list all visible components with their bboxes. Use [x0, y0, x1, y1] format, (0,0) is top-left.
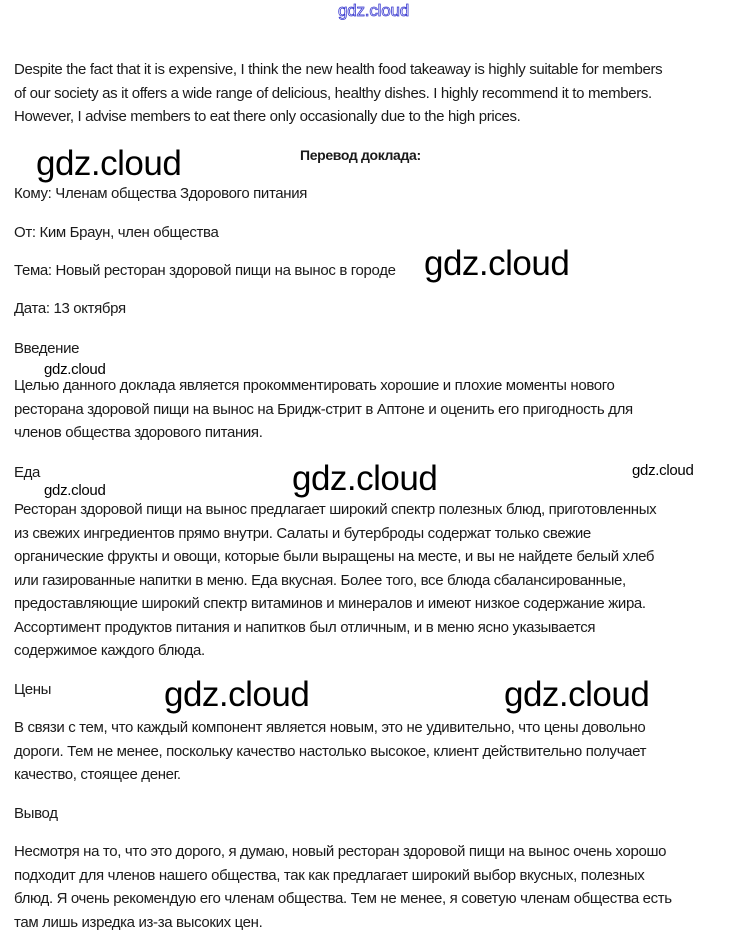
section-body-intro: [14, 374, 744, 445]
text-line: Ассортимент продуктов питания и напитков был отличным, и в меню ясно указывается: [14, 618, 596, 636]
text-line: В связи с тем, что каждый компонент является новым, это не удивительно, что цены довольно: [14, 719, 646, 736]
section-heading-food: Еда: [14, 464, 41, 481]
text-line: However, I advise members to eat there only occasionally due to the high prices.: [14, 108, 521, 125]
memo-to: Кому: Членам общества Здорового питания: [14, 185, 308, 202]
section-heading-prices: Цены: [14, 681, 52, 698]
section-heading-intro: Введение: [14, 340, 80, 357]
text-line: там лишь изредка из-за высоких цен.: [14, 913, 263, 931]
section-heading-conclusion: Вывод: [14, 805, 58, 822]
text-line: блюд. Я очень рекомендую его членам общества. Тем не менее, я советую членам общества есть: [14, 890, 672, 907]
memo-date: Дата: 13 октября: [14, 300, 126, 317]
section-body-conclusion: [14, 840, 744, 934]
text-line: или газированные напитки в меню. Еда вкусная. Более того, все блюда сбалансированные,: [14, 571, 626, 589]
memo-subject: Тема: Новый ресторан здоровой пищи на вынос в городе: [14, 262, 396, 279]
translation-title: Перевод доклада:: [300, 147, 421, 163]
text-line: органические фрукты и овощи, которые были выращены на месте, и вы не найдете белый хлеб: [14, 548, 655, 565]
watermark: gdz.cloud: [424, 244, 570, 283]
text-line: членов общества здорового питания.: [14, 424, 263, 441]
section-body-food: [14, 498, 744, 663]
text-line: Целью данного доклада является прокомментировать хорошие и плохие моменты нового: [14, 377, 615, 394]
watermark: gdz.cloud: [44, 361, 106, 378]
watermark: gdz.cloud: [504, 675, 650, 714]
watermark: gdz.cloud: [36, 144, 182, 183]
watermark-top: gdz.cloud: [338, 1, 409, 20]
watermark: gdz.cloud: [164, 675, 310, 714]
text-line: of our society as it offers a wide range of delicious, healthy dishes. I highly recommend it to members.: [14, 84, 652, 102]
text-line: качество, стоящее денег.: [14, 766, 181, 783]
text-line: ресторана здоровой пищи на вынос на Бридж-стрит в Аптоне и оценить его пригодность для: [14, 400, 633, 418]
text-line: Despite the fact that it is expensive, I think the new health food takeaway is highly suitable for members: [14, 61, 663, 78]
section-body-prices: [14, 716, 744, 787]
watermark: gdz.cloud: [292, 459, 438, 498]
text-line: Несмотря на то, что это дорого, я думаю, новый ресторан здоровой пищи на вынос очень хорошо: [14, 843, 667, 860]
text-line: дороги. Тем не менее, поскольку качество настолько высокое, клиент действительно получает: [14, 742, 647, 760]
watermark: gdz.cloud: [632, 462, 694, 479]
text-line: подходит для членов нашего общества, так как предлагает широкий выбор вкусных, полезных: [14, 866, 645, 884]
text-line: содержимое каждого блюда.: [14, 642, 205, 659]
watermark: gdz.cloud: [44, 482, 106, 499]
text-line: предоставляющие широкий спектр витаминов и минералов и имеют низкое содержание жира.: [14, 595, 646, 612]
text-line: из свежих ингредиентов прямо внутри. Салаты и бутерброды содержат только свежие: [14, 524, 591, 542]
memo-from: От: Ким Браун, член общества: [14, 224, 219, 241]
text-line: Ресторан здоровой пищи на вынос предлагает широкий спектр полезных блюд, приготовленных: [14, 501, 657, 518]
english-conclusion: [14, 58, 744, 129]
